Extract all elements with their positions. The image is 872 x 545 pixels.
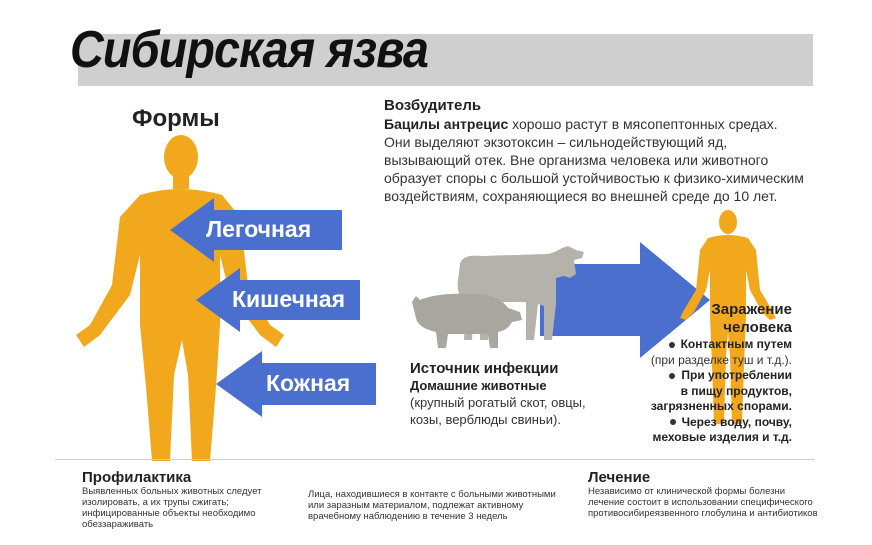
treatment-text: Независимо от клинической формы болезни лечение состоит в использовании специфического противосибиреязвенного глобулина и антибиотиков xyxy=(588,486,818,519)
infection-source-subheading: Домашние животные xyxy=(410,378,547,393)
infection-heading-line2: человека xyxy=(723,319,792,336)
infection-source-text: (крупный рогатый скот, овцы, козы, верблюды свиньи). xyxy=(410,395,586,427)
prophylaxis-block xyxy=(82,469,292,530)
form-pulmonary: Легочная xyxy=(206,216,312,242)
infection-source-block xyxy=(410,360,610,428)
contacts-text: Лица, находившиеся в контакте с больными животными или заразным материалом, подлежат активному врачебному наблюдению в течение 3 недель xyxy=(308,489,556,522)
infection-route-food: При употреблении xyxy=(600,368,792,384)
contacts-block xyxy=(308,489,558,522)
infection-source-heading: Источник инфекции xyxy=(410,360,559,377)
prophylaxis-heading: Профилактика xyxy=(82,469,192,486)
infection-heading-line1: Заражение xyxy=(711,301,792,318)
infection-route-misc: Через воду, почву, xyxy=(600,415,792,431)
pathogen-heading: Возбудитель xyxy=(384,97,482,114)
bullet-icon xyxy=(669,342,675,348)
treatment-block xyxy=(588,469,818,519)
form-intestinal: Кишечная xyxy=(232,286,346,312)
bottom-divider xyxy=(55,459,815,460)
pathogen-name: Бацилы антрецис xyxy=(384,116,509,132)
forms-heading: Формы xyxy=(132,105,220,132)
human-infection-block xyxy=(600,301,792,446)
form-skin: Кожная xyxy=(266,370,351,396)
page-title: Сибирская язва xyxy=(70,21,428,79)
infection-route-food-line3: загрязненных спорами. xyxy=(650,399,792,413)
infection-route-contact: Контактным путем xyxy=(600,337,792,353)
infection-route-contact-note: (при разделке туш и т.д.). xyxy=(650,352,792,367)
treatment-heading: Лечение xyxy=(588,469,651,486)
pathogen-text: хорошо растут в мясопептонных средах. Они выделяют экзотоксин – сильнодействующий яд, вызывающий отек. Вне организма человека или животного образует споры с большой устойчивостью к физико-химическим воздействиям, сохраняющиеся во внешней среде до 10 лет. xyxy=(384,116,804,204)
bullet-icon xyxy=(669,373,675,379)
pig-icon xyxy=(408,290,524,350)
infection-route-misc-line2: меховые изделия и т.д. xyxy=(652,430,792,444)
pathogen-block xyxy=(384,97,804,205)
bullet-icon xyxy=(670,419,676,425)
pathogen-description xyxy=(384,115,804,205)
prophylaxis-text: Выявленных больных животных следует изолировать, а их трупы сжигать; инфицированные объекты необходимо обеззараживать xyxy=(82,486,262,530)
infection-route-food-line2: в пищу продуктов, xyxy=(680,383,792,398)
